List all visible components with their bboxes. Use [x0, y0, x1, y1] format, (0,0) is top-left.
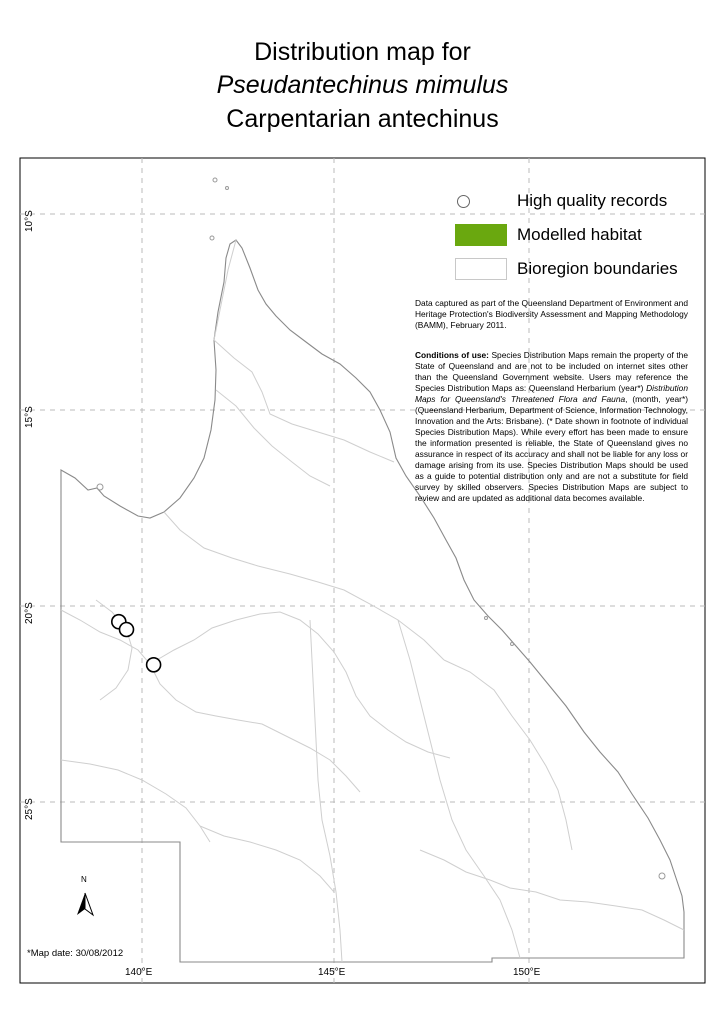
- lat-label-10: 10°S: [24, 210, 35, 232]
- species-scientific-name: Pseudantechinus mimulus: [216, 71, 509, 99]
- record-point: [120, 623, 134, 637]
- boundary-swatch: [455, 258, 507, 280]
- lon-label-150: 150°E: [513, 967, 541, 978]
- conditions-heading: Conditions of use:: [415, 350, 489, 360]
- map-date: *Map date: 30/08/2012: [27, 948, 124, 959]
- conditions-of-use: [415, 350, 688, 504]
- queensland-outline: [61, 240, 684, 962]
- records-layer: [112, 615, 161, 672]
- islands: [97, 178, 668, 879]
- lat-label-15: 15°S: [24, 406, 35, 428]
- legend-habitat-label: Modelled habitat: [517, 225, 642, 244]
- lon-label-140: 140°E: [125, 967, 153, 978]
- conditions-text-1: Species Distribution Maps remain the property of the State of Queensland and are not to be included on internet sites other than the Queensland Government website. Users may reference the Species Distribution Maps as: Queensland Herbarium (year*): [415, 350, 688, 393]
- island: [226, 187, 229, 190]
- island: [511, 643, 514, 646]
- island: [659, 873, 665, 879]
- north-arrow-icon: [77, 893, 93, 915]
- species-common-name: Carpentarian antechinus: [226, 105, 499, 133]
- record-symbol-icon: [457, 195, 470, 208]
- north-label: N: [81, 875, 87, 884]
- map-frame: [20, 158, 705, 983]
- legend-item-records: [455, 190, 667, 212]
- island: [210, 236, 214, 240]
- island: [213, 178, 217, 182]
- bioregion-boundaries: [61, 240, 684, 962]
- conditions-publication: Distribution Maps for Queensland's Threatened Flora and Fauna: [415, 383, 688, 404]
- conditions-text-2: , (month, year*) (Queensland Herbarium, Department of Science, Information Technology, Innovation and the Arts: Brisbane). (* Date shown in footnote of individual Species Distribution Maps). While every effort has been made to ensure the information presented is reliable, the State of Queensland gives no assurance in respect of its accuracy and shall not be liable for any loss or damage arising from its use. Species Distribution Maps should be used as a guide to potential distribution only and are not a substitute for field survey by skilled observers. Species Distribution Maps are subject to review and are updated as additional data becomes available.: [415, 394, 688, 503]
- habitat-swatch: [455, 224, 507, 246]
- island: [97, 484, 103, 490]
- lat-label-20: 20°S: [24, 602, 35, 624]
- legend-item-habitat: [455, 224, 642, 246]
- lat-label-25: 25°S: [24, 798, 35, 820]
- legend-boundaries-label: Bioregion boundaries: [517, 259, 678, 278]
- data-source-note: Data captured as part of the Queensland Department of Environment and Heritage Protection's Biodiversity Assessment and Mapping Methodology (BAMM), February 2011.: [415, 298, 688, 330]
- island: [485, 617, 488, 620]
- lon-label-145: 145°E: [318, 967, 346, 978]
- legend-item-boundaries: [455, 258, 678, 280]
- legend-records-label: High quality records: [517, 191, 668, 210]
- map-title-line1: Distribution map for: [254, 38, 471, 66]
- record-point: [147, 658, 161, 672]
- graticule: [20, 158, 705, 983]
